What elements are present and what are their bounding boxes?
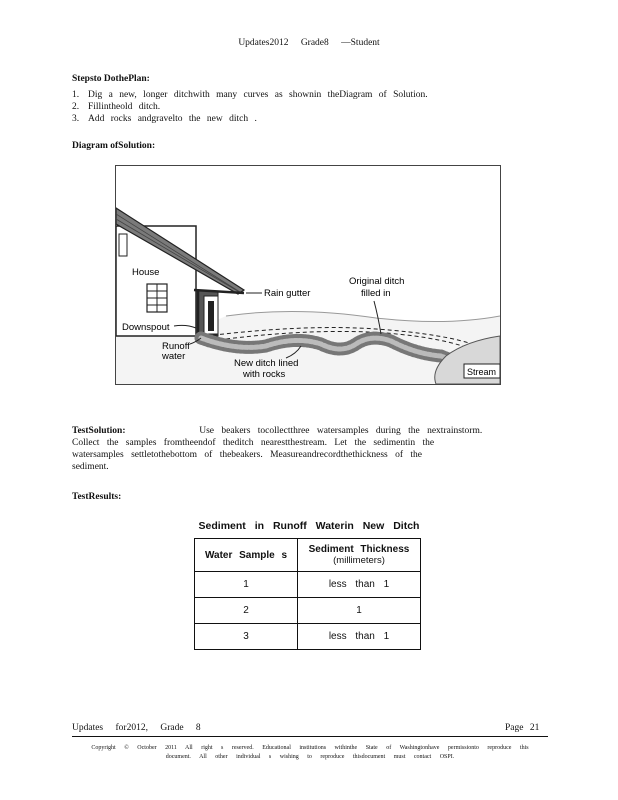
column-header-water-samples: Water Sample s <box>195 539 298 572</box>
column-header-sediment-thickness <box>298 539 421 572</box>
page-number: Page 21 <box>505 723 540 733</box>
cell-sample: 2 <box>195 598 298 624</box>
table-header-row <box>195 539 421 572</box>
step-item <box>72 102 160 112</box>
table-row <box>195 572 421 598</box>
results-table <box>194 538 421 650</box>
step-number: 1. <box>72 90 80 100</box>
step-number: 3. <box>72 114 80 124</box>
label-stream: Stream <box>467 367 497 377</box>
table-row <box>195 598 421 624</box>
cell-thickness: 1 <box>298 598 421 624</box>
label-house: House <box>132 267 160 278</box>
diagram-heading: Diagram ofSolution: <box>72 141 156 151</box>
test-results-heading: TestResults: <box>72 492 122 502</box>
label-downspout: Downspout <box>122 322 170 333</box>
step-text: Add rocks andgravelto the new ditch . <box>88 114 257 124</box>
test-solution-line: Collect the samples fromtheendof theditch nearestthestream. Let the sedimentin the <box>72 438 435 448</box>
step-item <box>72 114 257 124</box>
copyright-line: document. All other individual s wishing to reproduce thisdocument must contact OSPI. <box>165 754 455 760</box>
step-text: Fillintheold ditch. <box>88 102 161 112</box>
table-title: Sediment in Runoff Waterin New Ditch <box>198 520 420 532</box>
cell-sample: 1 <box>195 572 298 598</box>
page-header: Updates2012 Grade8 —Student <box>238 38 380 48</box>
cell-sample: 3 <box>195 624 298 650</box>
label-original-ditch-2: filled in <box>361 288 391 299</box>
test-solution-heading: TestSolution: <box>72 426 126 436</box>
diagram-illustration <box>116 166 500 384</box>
column-header-label: Sediment Thickness <box>308 544 410 555</box>
label-new-ditch: New ditch lined <box>234 358 299 369</box>
solution-diagram <box>115 165 501 385</box>
cell-thickness: less than 1 <box>298 624 421 650</box>
step-text: Dig a new, longer ditchwith many curves as shownin theDiagram of Solution. <box>88 90 428 100</box>
label-original-ditch: Original ditch <box>349 276 405 287</box>
footer-divider <box>72 736 548 737</box>
test-solution-block <box>72 425 548 473</box>
test-solution-line: Use beakers tocollectthree watersamples during the nextrainstorm. <box>199 426 483 436</box>
copyright-notice <box>80 744 540 762</box>
footer-left: Updates for2012, Grade 8 <box>72 723 201 733</box>
label-rain-gutter: Rain gutter <box>264 288 311 299</box>
test-solution-line: watersamples settletothebottom of thebeakers. Measureandrecordthethickness of the <box>72 450 422 460</box>
steps-heading: Stepsto DothePlan: <box>72 74 150 84</box>
cell-thickness: less than 1 <box>298 572 421 598</box>
step-number: 2. <box>72 102 80 112</box>
test-solution-line: sediment. <box>72 462 109 472</box>
label-runoff: Runoff <box>162 341 190 352</box>
table-row <box>195 624 421 650</box>
copyright-line: Copyright © October 2011 All right s reserved. Educational institutions withinthe State of Washingtonhave permissionto reproduce this <box>91 745 529 751</box>
step-item <box>72 90 428 100</box>
column-header-unit: (millimeters) <box>333 555 385 566</box>
label-runoff-2: water <box>162 351 186 362</box>
label-new-ditch-2: with rocks <box>243 369 286 380</box>
